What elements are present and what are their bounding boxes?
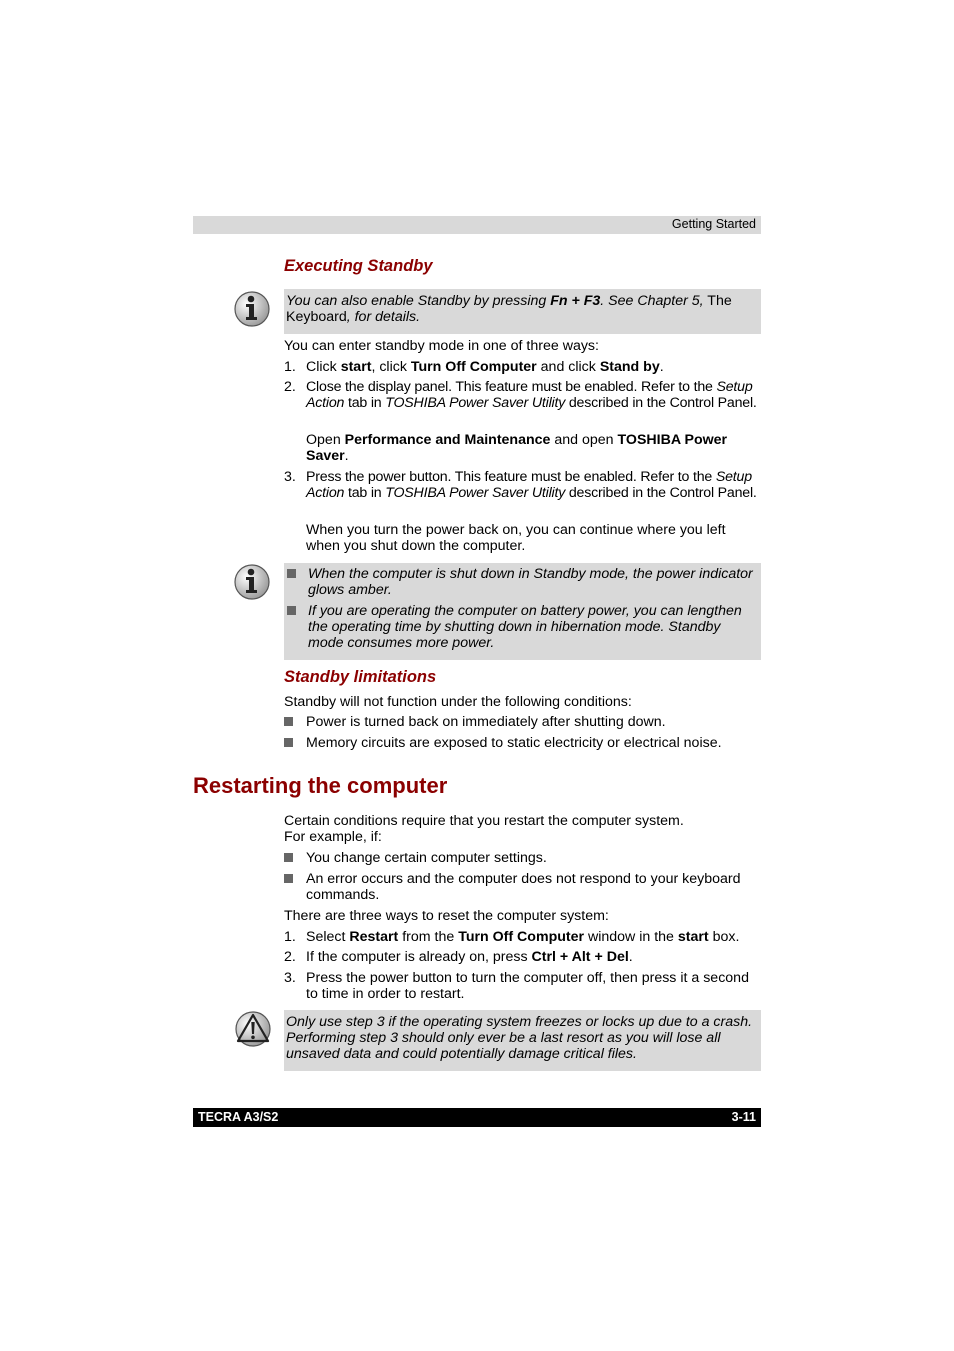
note-list-item: If you are operating the computer on battery power, you can lengthen the operating time by shutting down in hibernation mode. Standby mode consumes more power. (308, 603, 742, 651)
paragraph-restart-ways: There are three ways to reset the computer system: (284, 908, 609, 924)
footer-model: TECRA A3/S2 (198, 1110, 279, 1124)
bullet-square (287, 606, 296, 615)
step-restart-1: Select Restart from the Turn Off Computer window in the start box. (306, 929, 740, 945)
step-number: 2. (284, 949, 296, 965)
note-text: You can also enable Standby by pressing Fn + F3. See Chapter 5, The Keyboard, for details. (286, 293, 732, 325)
section-heading-executing-standby: Executing Standby (284, 257, 433, 275)
paragraph-standby-intro: You can enter standby mode in one of three ways: (284, 338, 599, 354)
bullet-square (284, 853, 293, 862)
list-item: Power is turned back on immediately after shutting down. (306, 714, 666, 730)
step-standby-2-detail: Open Performance and Maintenance and open TOSHIBA Power Saver. (306, 432, 728, 464)
section-heading-standby-limitations: Standby limitations (284, 668, 437, 686)
step-number: 1. (284, 359, 296, 375)
list-item: You change certain computer settings. (306, 850, 547, 866)
list-item: An error occurs and the computer does not respond to your keyboard commands. (306, 871, 741, 903)
paragraph-restart-example: For example, if: (284, 829, 382, 845)
page-footer (193, 1108, 761, 1127)
note-box-standby-info (284, 563, 761, 660)
step-standby-2: Close the display panel. This feature must be enabled. Refer to the Setup Action tab in TOSHIBA Power Saver Utility described in the Control Panel. (306, 379, 757, 411)
step-standby-3-detail: When you turn the power back on, you can continue where you left when you shut down the computer. (306, 522, 726, 554)
note-list-item: When the computer is shut down in Standby mode, the power indicator glows amber. (308, 566, 753, 598)
step-number: 1. (284, 929, 296, 945)
footer-page-number: 3-11 (731, 1110, 756, 1124)
list-item: Memory circuits are exposed to static electricity or electrical noise. (306, 735, 722, 751)
caution-box (284, 1010, 761, 1071)
step-number: 3. (284, 469, 296, 485)
bullet-square (284, 738, 293, 747)
step-number: 3. (284, 970, 296, 986)
step-restart-3: Press the power button to turn the computer off, then press it a second to time in order to restart. (306, 970, 749, 1002)
step-standby-1: Click start, click Turn Off Computer and click Stand by. (306, 359, 664, 375)
bullet-square (284, 874, 293, 883)
paragraph-restart-intro: Certain conditions require that you restart the computer system. (284, 813, 684, 829)
caution-text: Only use step 3 if the operating system freezes or locks up due to a crash. Performing step 3 should only ever be a last resort as you will lose all unsaved data and could potentially damage critical files. (286, 1014, 753, 1062)
caution-icon (234, 1010, 272, 1048)
step-number: 2. (284, 379, 296, 395)
page-header (193, 216, 761, 234)
step-standby-3: Press the power button. This feature must be enabled. Refer to the Setup Action tab in TOSHIBA Power Saver Utility described in the Control Panel. (306, 469, 757, 501)
step-restart-2: If the computer is already on, press Ctrl + Alt + Del. (306, 949, 633, 965)
paragraph-limitations-intro: Standby will not function under the following conditions: (284, 694, 632, 710)
info-icon (233, 563, 271, 601)
header-section-title: Getting Started (671, 217, 756, 231)
note-box-standby-shortcut (284, 289, 761, 334)
section-heading-restarting: Restarting the computer (193, 773, 448, 798)
info-icon (233, 290, 271, 328)
bullet-square (284, 717, 293, 726)
bullet-square (287, 569, 296, 578)
